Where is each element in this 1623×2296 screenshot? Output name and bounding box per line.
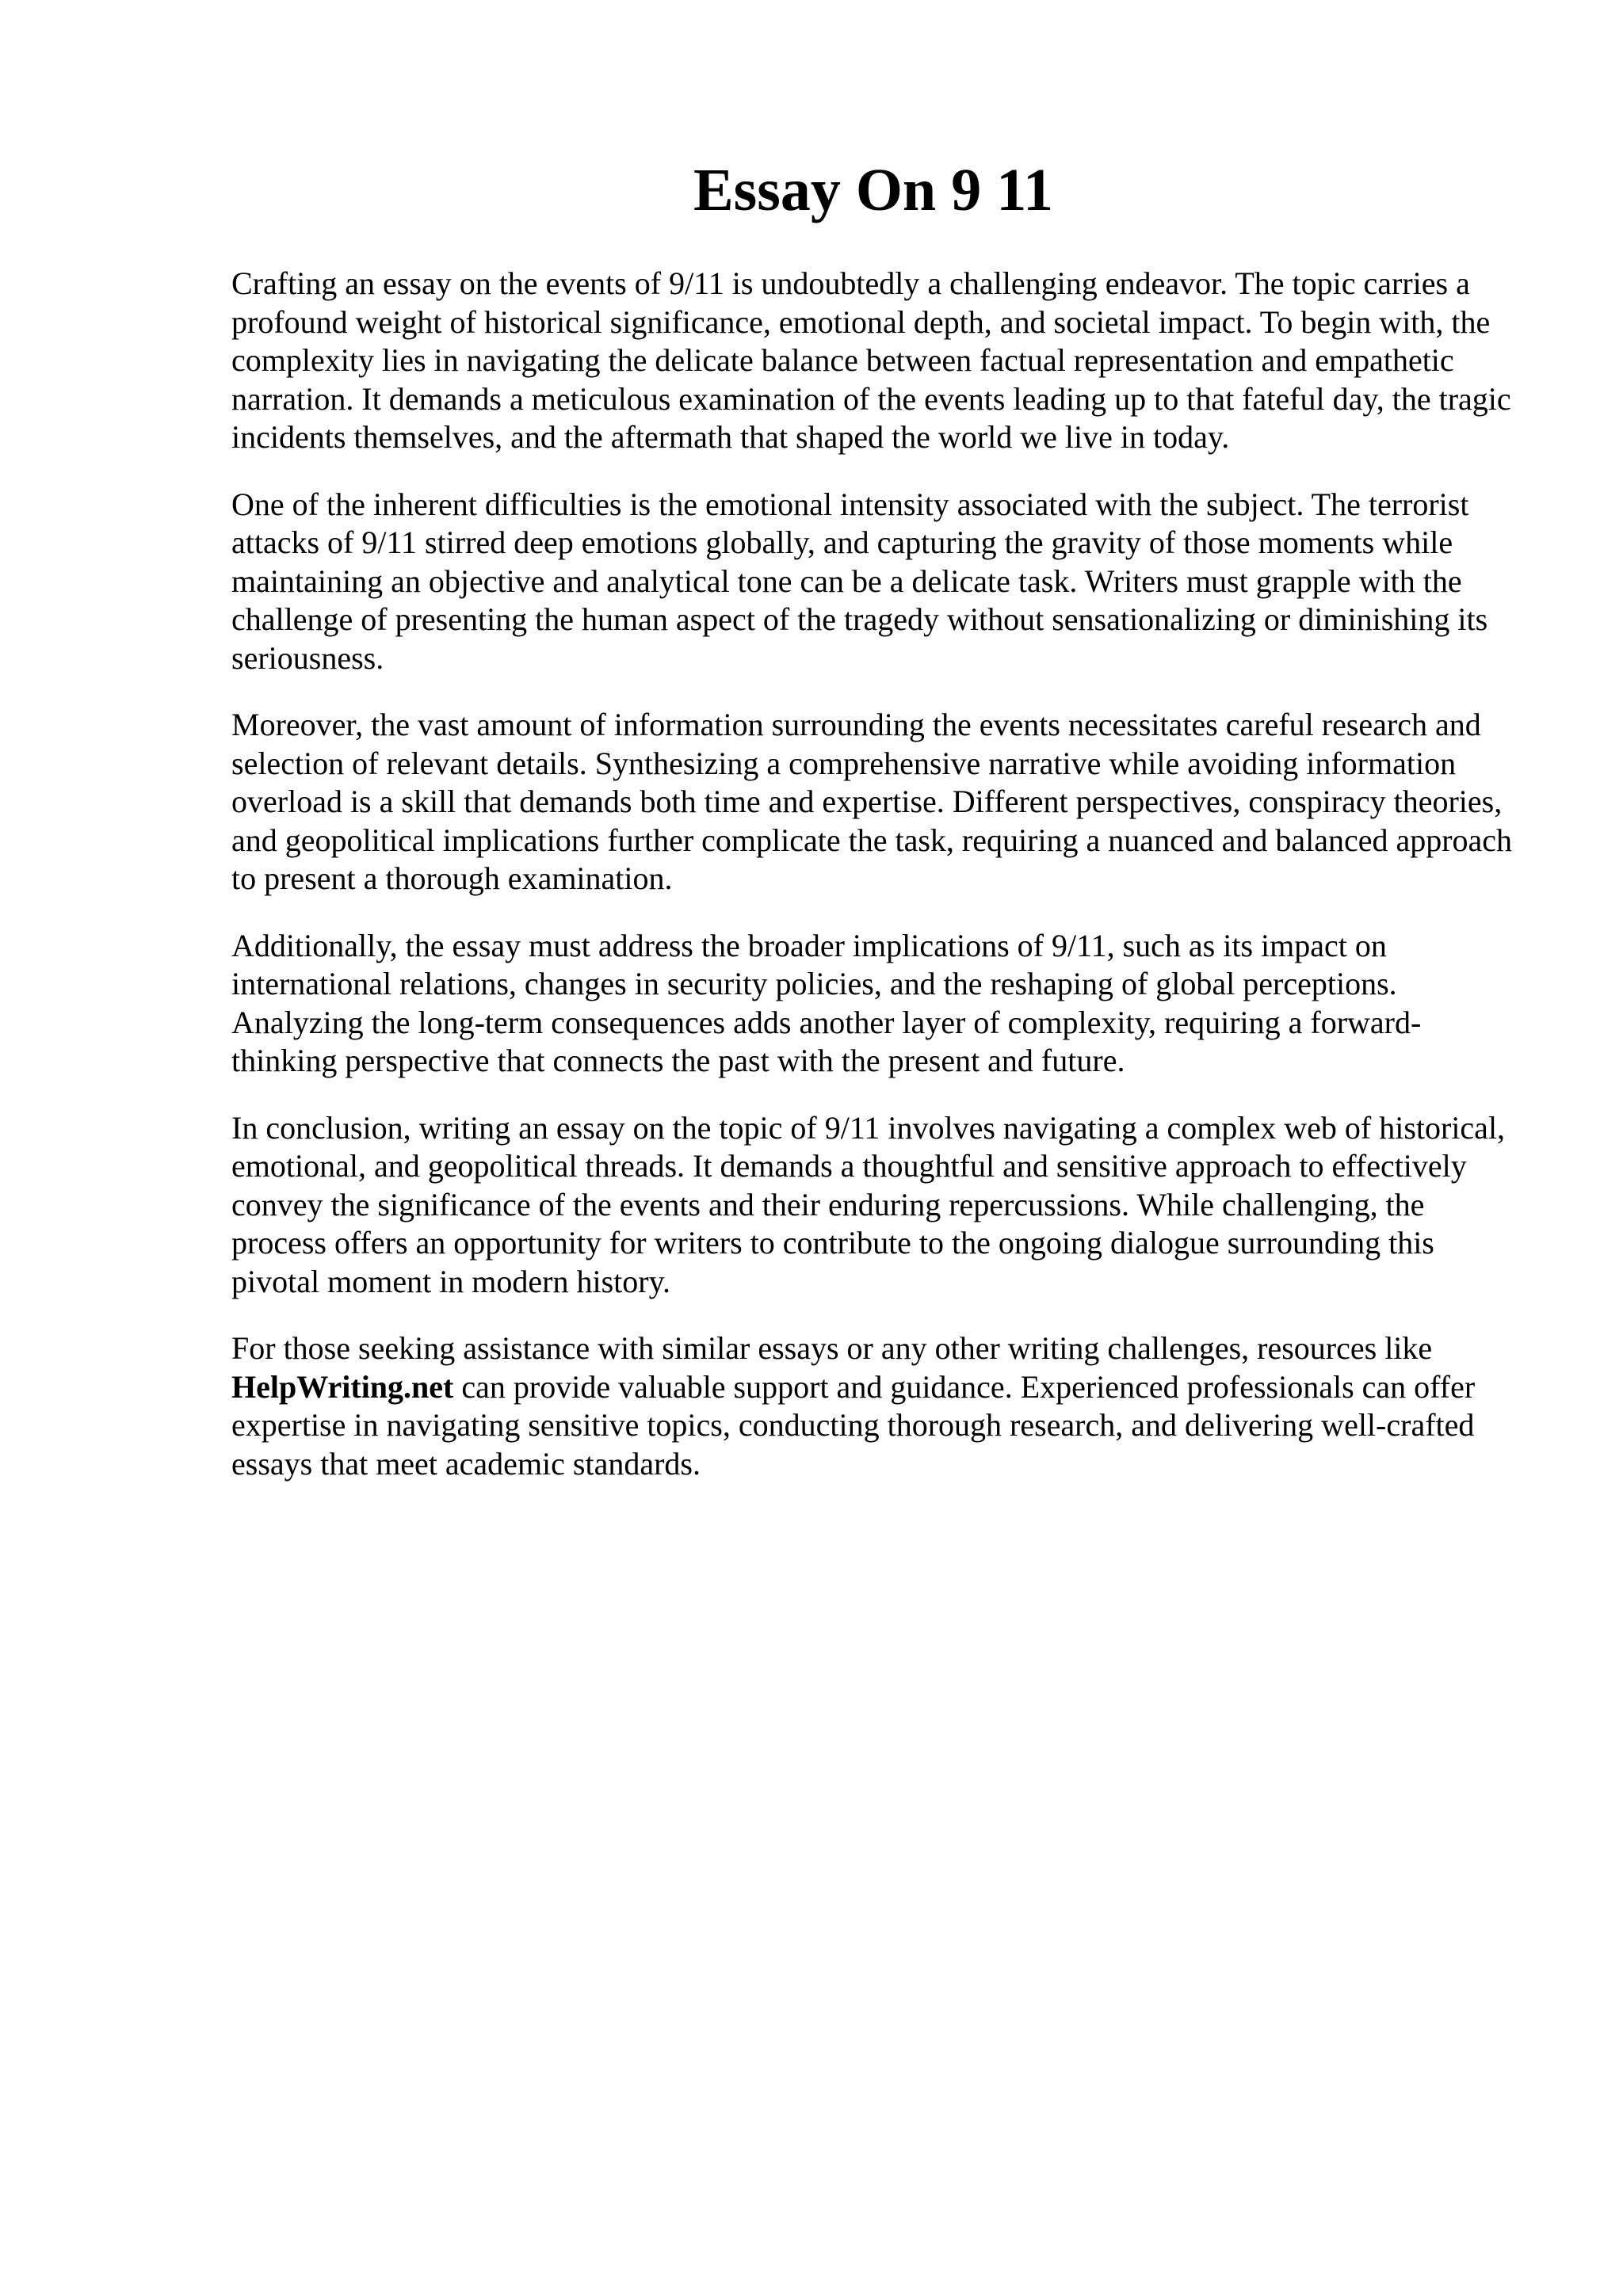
- paragraph-6-intro: For those seeking assistance with similar essays or any other writing challenges, resources like: [231, 1330, 1433, 1366]
- paragraph-4: Additionally, the essay must address the broader implications of 9/11, such as its impact on international relations, changes in security policies, and the reshaping of global perceptions. Analyzing the long-term consequences adds another layer of complexity, requiring a forward-thinking perspective that connects the past with the present and future.: [231, 927, 1422, 1078]
- paragraph-6: [231, 1329, 1515, 1483]
- document-body: [231, 151, 1515, 1512]
- paragraph-3: Moreover, the vast amount of information surrounding the events necessitates careful research and selection of relevant details. Synthesizing a comprehensive narrative while avoiding information overload is a skill that demands both time and expertise. Different perspectives, conspiracy theories, and geopolitical implications further complicate the task, requiring a nuanced and balanced approach to present a thorough examination.: [231, 707, 1513, 896]
- page-title: Essay On 9 11: [693, 157, 1054, 223]
- paragraph-5: In conclusion, writing an essay on the topic of 9/11 involves navigating a complex web of historical, emotional, and geopolitical threads. It demands a thoughtful and sensitive approach to effectively convey the significance of the events and their enduring repercussions. While challenging, the process offers an opportunity for writers to contribute to the ongoing dialogue surrounding this pivotal moment in modern history.: [231, 1109, 1506, 1299]
- paragraph-2: One of the inherent difficulties is the emotional intensity associated with the subject. The terrorist attacks of 9/11 stirred deep emotions globally, and capturing the gravity of those moments while maintaining an objective and analytical tone can be a delicate task. Writers must grapple with the challenge of presenting the human aspect of the tragedy without sensationalizing or diminishing its seriousness.: [231, 486, 1488, 676]
- paragraph-6-rest: can provide valuable support and guidance. Experienced professionals can offer expertise in navigating sensitive topics, conducting thorough research, and delivering well-crafted essays that meet academic standards.: [231, 1368, 1476, 1482]
- brand-name: HelpWriting.net: [231, 1368, 454, 1405]
- paragraph-1: Crafting an essay on the events of 9/11 is undoubtedly a challenging endeavor. The topic carries a profound weight of historical significance, emotional depth, and societal impact. To begin with, the complexity lies in navigating the delicate balance between factual representation and empathetic narration. It demands a meticulous examination of the events leading up to that fateful day, the tragic incidents themselves, and the aftermath that shaped the world we live in today.: [231, 265, 1511, 455]
